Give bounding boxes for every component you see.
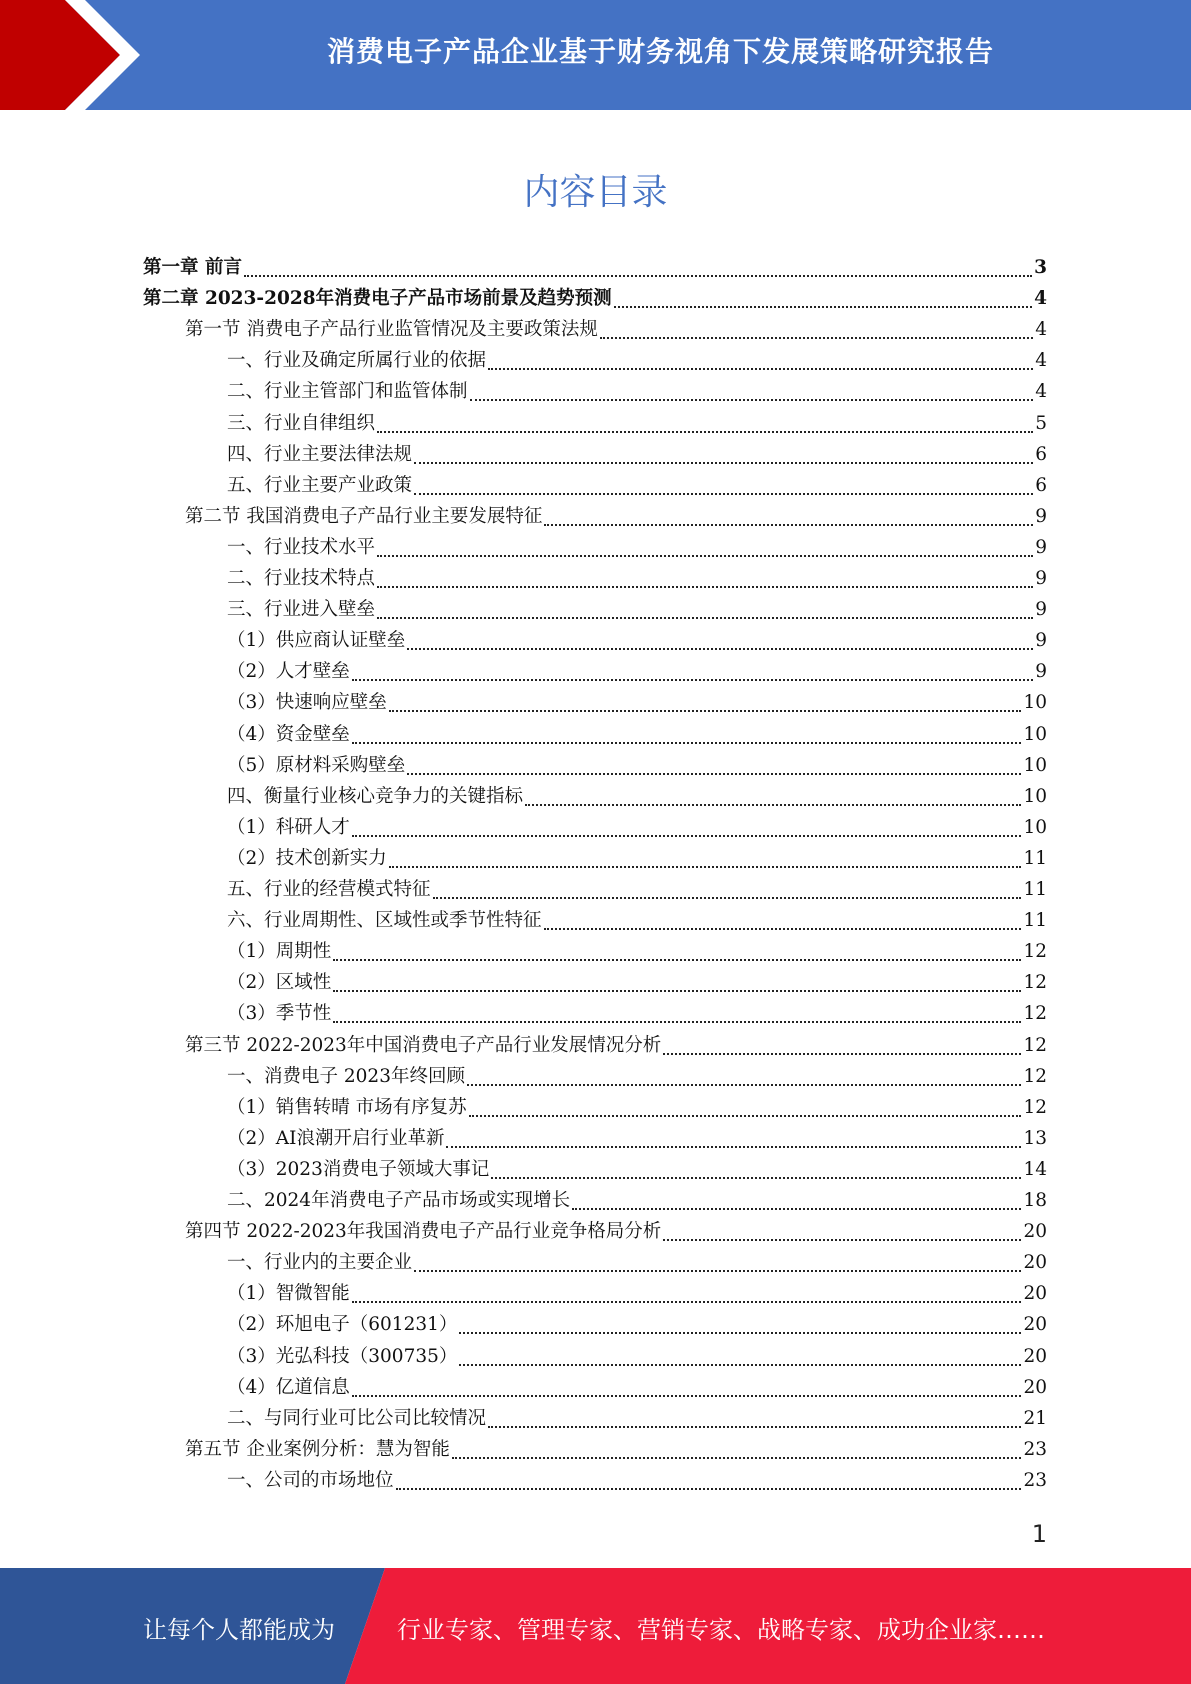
toc-entry-label: （2）AI浪潮开启行业革新 xyxy=(227,1127,445,1149)
toc-entry-label: 第三节 2022-2023年中国消费电子产品行业发展情况分析 xyxy=(185,1034,662,1056)
toc-entry-label: 二、2024年消费电子产品市场或实现增长 xyxy=(227,1190,571,1211)
toc-leader-dots xyxy=(396,1487,1022,1490)
toc-entry[interactable] xyxy=(227,1186,1047,1217)
toc-entry-page: 9 xyxy=(1035,599,1047,621)
toc-entry-label: 三、行业自律组织 xyxy=(227,412,376,434)
toc-entry-label: （2）人才壁垒 xyxy=(227,661,350,683)
toc-leader-dots xyxy=(414,1269,1021,1272)
toc-entry[interactable] xyxy=(227,782,1047,813)
toc-entry-label: （4）资金壁垒 xyxy=(227,723,350,745)
toc-entry-page: 12 xyxy=(1023,1065,1047,1087)
toc-leader-dots xyxy=(414,461,1033,464)
toc-leader-dots xyxy=(459,1363,1021,1366)
toc-entry[interactable] xyxy=(227,1466,1047,1497)
toc-leader-dots xyxy=(488,1425,1021,1428)
toc-leader-dots xyxy=(352,1394,1022,1397)
toc-entry[interactable] xyxy=(227,999,1047,1030)
page-number: 1 xyxy=(1031,1520,1047,1548)
toc-leader-dots xyxy=(525,803,1021,806)
toc-entry-page: 23 xyxy=(1023,1469,1047,1491)
toc-entry[interactable] xyxy=(227,1342,1047,1373)
toc-leader-dots xyxy=(446,1145,1021,1148)
toc-entry[interactable] xyxy=(227,720,1047,751)
toc-entry-label: （3）光弘科技（300735） xyxy=(227,1345,458,1367)
toc-leader-dots xyxy=(488,367,1033,370)
toc-entry-label: 二、行业技术特点 xyxy=(227,568,376,589)
toc-entry-page: 9 xyxy=(1035,536,1047,558)
toc-leader-dots xyxy=(459,1331,1021,1334)
toc-entry-page: 4 xyxy=(1035,319,1047,341)
toc-leader-dots xyxy=(389,709,1022,712)
toc-leader-dots xyxy=(333,989,1021,992)
toc-entry[interactable] xyxy=(227,813,1047,844)
toc-leader-dots xyxy=(352,741,1022,744)
toc-entry[interactable] xyxy=(227,1279,1047,1310)
toc-entry-page: 20 xyxy=(1023,1283,1047,1305)
toc-entry-label: 五、行业的经营模式特征 xyxy=(227,879,431,900)
toc-entry-label: 第一章 前言 xyxy=(143,257,242,278)
toc-entry-page: 6 xyxy=(1035,474,1047,496)
toc-entry-page: 4 xyxy=(1035,350,1047,372)
toc-leader-dots xyxy=(433,896,1022,899)
toc-entry[interactable] xyxy=(227,595,1047,626)
toc-entry-page: 20 xyxy=(1023,1345,1047,1367)
toc-leader-dots xyxy=(352,1300,1022,1303)
toc-entry-label: 二、行业主管部门和监管体制 xyxy=(227,381,468,403)
toc-entry[interactable] xyxy=(227,533,1047,564)
footer-slogan-right: 行业专家、管理专家、营销专家、战略专家、成功企业家…… xyxy=(397,1616,1045,1644)
toc-entry-label: 二、与同行业可比公司比较情况 xyxy=(227,1407,487,1429)
toc-leader-dots xyxy=(407,772,1021,775)
toc-leader-dots xyxy=(491,1176,1021,1179)
toc-heading: 内容目录 xyxy=(523,172,668,213)
toc-entry-label: 第四节 2022-2023年我国消费电子产品行业竞争格局分析 xyxy=(185,1221,662,1243)
toc-entry[interactable] xyxy=(185,1217,1047,1248)
toc-entry-page: 10 xyxy=(1023,723,1047,745)
toc-leader-dots xyxy=(572,1207,1021,1210)
toc-entry-page: 12 xyxy=(1023,941,1047,963)
toc-entry[interactable] xyxy=(227,875,1047,906)
report-header-band xyxy=(0,0,1191,110)
toc-entry-page: 11 xyxy=(1023,879,1047,900)
toc-entry-page: 9 xyxy=(1035,568,1047,589)
toc-entry-page: 9 xyxy=(1035,630,1047,652)
toc-leader-dots xyxy=(352,678,1033,681)
toc-leader-dots xyxy=(600,336,1033,339)
footer-band xyxy=(0,1568,1191,1684)
toc-entry[interactable] xyxy=(143,253,1047,284)
toc-leader-dots xyxy=(377,616,1033,619)
toc-entry-label: （2）区域性 xyxy=(227,972,332,994)
toc-leader-dots xyxy=(544,523,1033,526)
toc-entry-page: 20 xyxy=(1023,1221,1047,1243)
toc-entry-label: 一、消费电子 2023年终回顾 xyxy=(227,1065,465,1087)
toc-entry[interactable] xyxy=(227,1124,1047,1155)
toc-entry-label: （1）周期性 xyxy=(227,941,332,963)
toc-entry[interactable] xyxy=(143,284,1047,315)
toc-entry-page: 20 xyxy=(1023,1376,1047,1398)
toc-entry[interactable] xyxy=(227,346,1047,377)
toc-entry[interactable] xyxy=(227,844,1047,875)
toc-entry-label: （2）技术创新实力 xyxy=(227,847,387,869)
toc-entry[interactable] xyxy=(227,688,1047,719)
toc-entry-page: 21 xyxy=(1023,1407,1047,1429)
toc-entry[interactable] xyxy=(227,906,1047,937)
toc-leader-dots xyxy=(244,274,1032,277)
toc-entry-label: （1）供应商认证壁垒 xyxy=(227,630,406,652)
toc-entry-page: 14 xyxy=(1023,1158,1047,1180)
toc-entry-page: 11 xyxy=(1023,847,1047,869)
toc-entry-label: 第一节 消费电子产品行业监管情况及主要政策法规 xyxy=(185,319,598,341)
toc-entry-page: 10 xyxy=(1023,692,1047,714)
toc-entry-page: 4 xyxy=(1034,288,1047,310)
toc-entry[interactable] xyxy=(227,440,1047,471)
toc-entry-label: 四、行业主要法律法规 xyxy=(227,443,413,465)
toc-entry-label: （1）智微智能 xyxy=(227,1283,350,1305)
toc-entry-label: 一、行业内的主要企业 xyxy=(227,1252,413,1274)
toc-entry-label: 五、行业主要产业政策 xyxy=(227,474,413,496)
header-arrow-decoration xyxy=(0,0,160,110)
toc-entry-page: 6 xyxy=(1035,443,1047,465)
toc-entry-page: 20 xyxy=(1023,1314,1047,1336)
toc-entry[interactable] xyxy=(227,626,1047,657)
toc-entry-page: 18 xyxy=(1023,1190,1047,1211)
toc-entry-label: （4）亿道信息 xyxy=(227,1376,350,1398)
toc-entry-label: （1）销售转晴 市场有序复苏 xyxy=(227,1096,467,1118)
toc-leader-dots xyxy=(333,958,1021,961)
toc-leader-dots xyxy=(389,865,1022,868)
toc-entry-page: 23 xyxy=(1023,1438,1047,1460)
toc-entry-label: 三、行业进入壁垒 xyxy=(227,599,376,621)
toc-entry-page: 4 xyxy=(1035,381,1047,403)
toc-entry[interactable] xyxy=(227,377,1047,408)
toc-entry-label: （3）季节性 xyxy=(227,1003,332,1025)
toc-leader-dots xyxy=(333,1020,1021,1023)
toc-entry[interactable] xyxy=(227,409,1047,440)
toc-leader-dots xyxy=(614,305,1033,308)
toc-leader-dots xyxy=(544,927,1022,930)
toc-entry-page: 9 xyxy=(1035,505,1047,527)
toc-leader-dots xyxy=(414,492,1033,495)
toc-entry-page: 12 xyxy=(1023,1096,1047,1118)
toc-entry[interactable] xyxy=(227,1248,1047,1279)
toc-entry-page: 11 xyxy=(1023,910,1047,932)
toc-entry[interactable] xyxy=(227,657,1047,688)
footer-slogan-left: 让每个人都能成为 xyxy=(143,1616,335,1644)
toc-entry[interactable] xyxy=(227,471,1047,502)
toc-entry[interactable] xyxy=(185,315,1047,346)
toc-entry-label: （3）2023消费电子领域大事记 xyxy=(227,1158,490,1180)
toc-entry-page: 13 xyxy=(1023,1127,1047,1149)
toc-entry-label: （5）原材料采购壁垒 xyxy=(227,754,406,776)
toc-leader-dots xyxy=(407,647,1033,650)
report-title: 消费电子产品企业基于财务视角下发展策略研究报告 xyxy=(326,35,994,68)
toc-entry-page: 12 xyxy=(1023,972,1047,994)
toc-entry[interactable] xyxy=(227,751,1047,782)
toc-entry-label: （3）快速响应壁垒 xyxy=(227,692,387,714)
toc-entry-page: 9 xyxy=(1035,661,1047,683)
toc-entry[interactable] xyxy=(227,1155,1047,1186)
toc-entry-page: 20 xyxy=(1023,1252,1047,1274)
toc-entry[interactable] xyxy=(227,1062,1047,1093)
toc-entry[interactable] xyxy=(227,937,1047,968)
toc-entry[interactable] xyxy=(227,1093,1047,1124)
toc-leader-dots xyxy=(377,554,1033,557)
toc-leader-dots xyxy=(377,585,1033,588)
toc-entry-label: 六、行业周期性、区域性或季节性特征 xyxy=(227,910,542,932)
toc-entry-page: 10 xyxy=(1023,785,1047,807)
toc-entry[interactable] xyxy=(227,1310,1047,1341)
toc-entry-page: 5 xyxy=(1035,412,1047,434)
toc-entry-page: 12 xyxy=(1023,1003,1047,1025)
toc-entry[interactable] xyxy=(185,1435,1047,1466)
toc-leader-dots xyxy=(469,1114,1022,1117)
toc-entry[interactable] xyxy=(185,1031,1047,1062)
toc-entry-label: 四、衡量行业核心竞争力的关键指标 xyxy=(227,785,524,807)
toc-entry-page: 12 xyxy=(1023,1034,1047,1056)
toc-entry-page: 10 xyxy=(1023,754,1047,776)
toc-entry[interactable] xyxy=(227,1373,1047,1404)
toc-entry[interactable] xyxy=(227,968,1047,999)
toc-leader-dots xyxy=(377,430,1033,433)
toc-entry-label: 第五节 企业案例分析：慧为智能 xyxy=(185,1438,450,1460)
toc-entry[interactable] xyxy=(227,564,1047,595)
toc-entry-label: （2）环旭电子（601231） xyxy=(227,1314,458,1336)
toc-leader-dots xyxy=(663,1238,1021,1241)
toc-entry-page: 10 xyxy=(1023,816,1047,838)
toc-entry-label: （1）科研人才 xyxy=(227,816,350,838)
toc-leader-dots xyxy=(467,1083,1021,1086)
toc-entry-label: 一、行业技术水平 xyxy=(227,536,376,558)
toc-entry-label: 一、行业及确定所属行业的依据 xyxy=(227,350,487,372)
toc-entry-label: 第二节 我国消费电子产品行业主要发展特征 xyxy=(185,505,543,527)
toc-leader-dots xyxy=(352,834,1022,837)
toc-entry[interactable] xyxy=(227,1404,1047,1435)
toc-entry-label: 第二章 2023-2028年消费电子产品市场前景及趋势预测 xyxy=(143,288,612,310)
toc-leader-dots xyxy=(663,1052,1021,1055)
toc-entry-page: 3 xyxy=(1034,257,1047,278)
toc-leader-dots xyxy=(470,398,1034,401)
toc-entry[interactable] xyxy=(185,502,1047,533)
toc-entry-label: 一、公司的市场地位 xyxy=(227,1469,394,1491)
toc-leader-dots xyxy=(452,1456,1022,1459)
